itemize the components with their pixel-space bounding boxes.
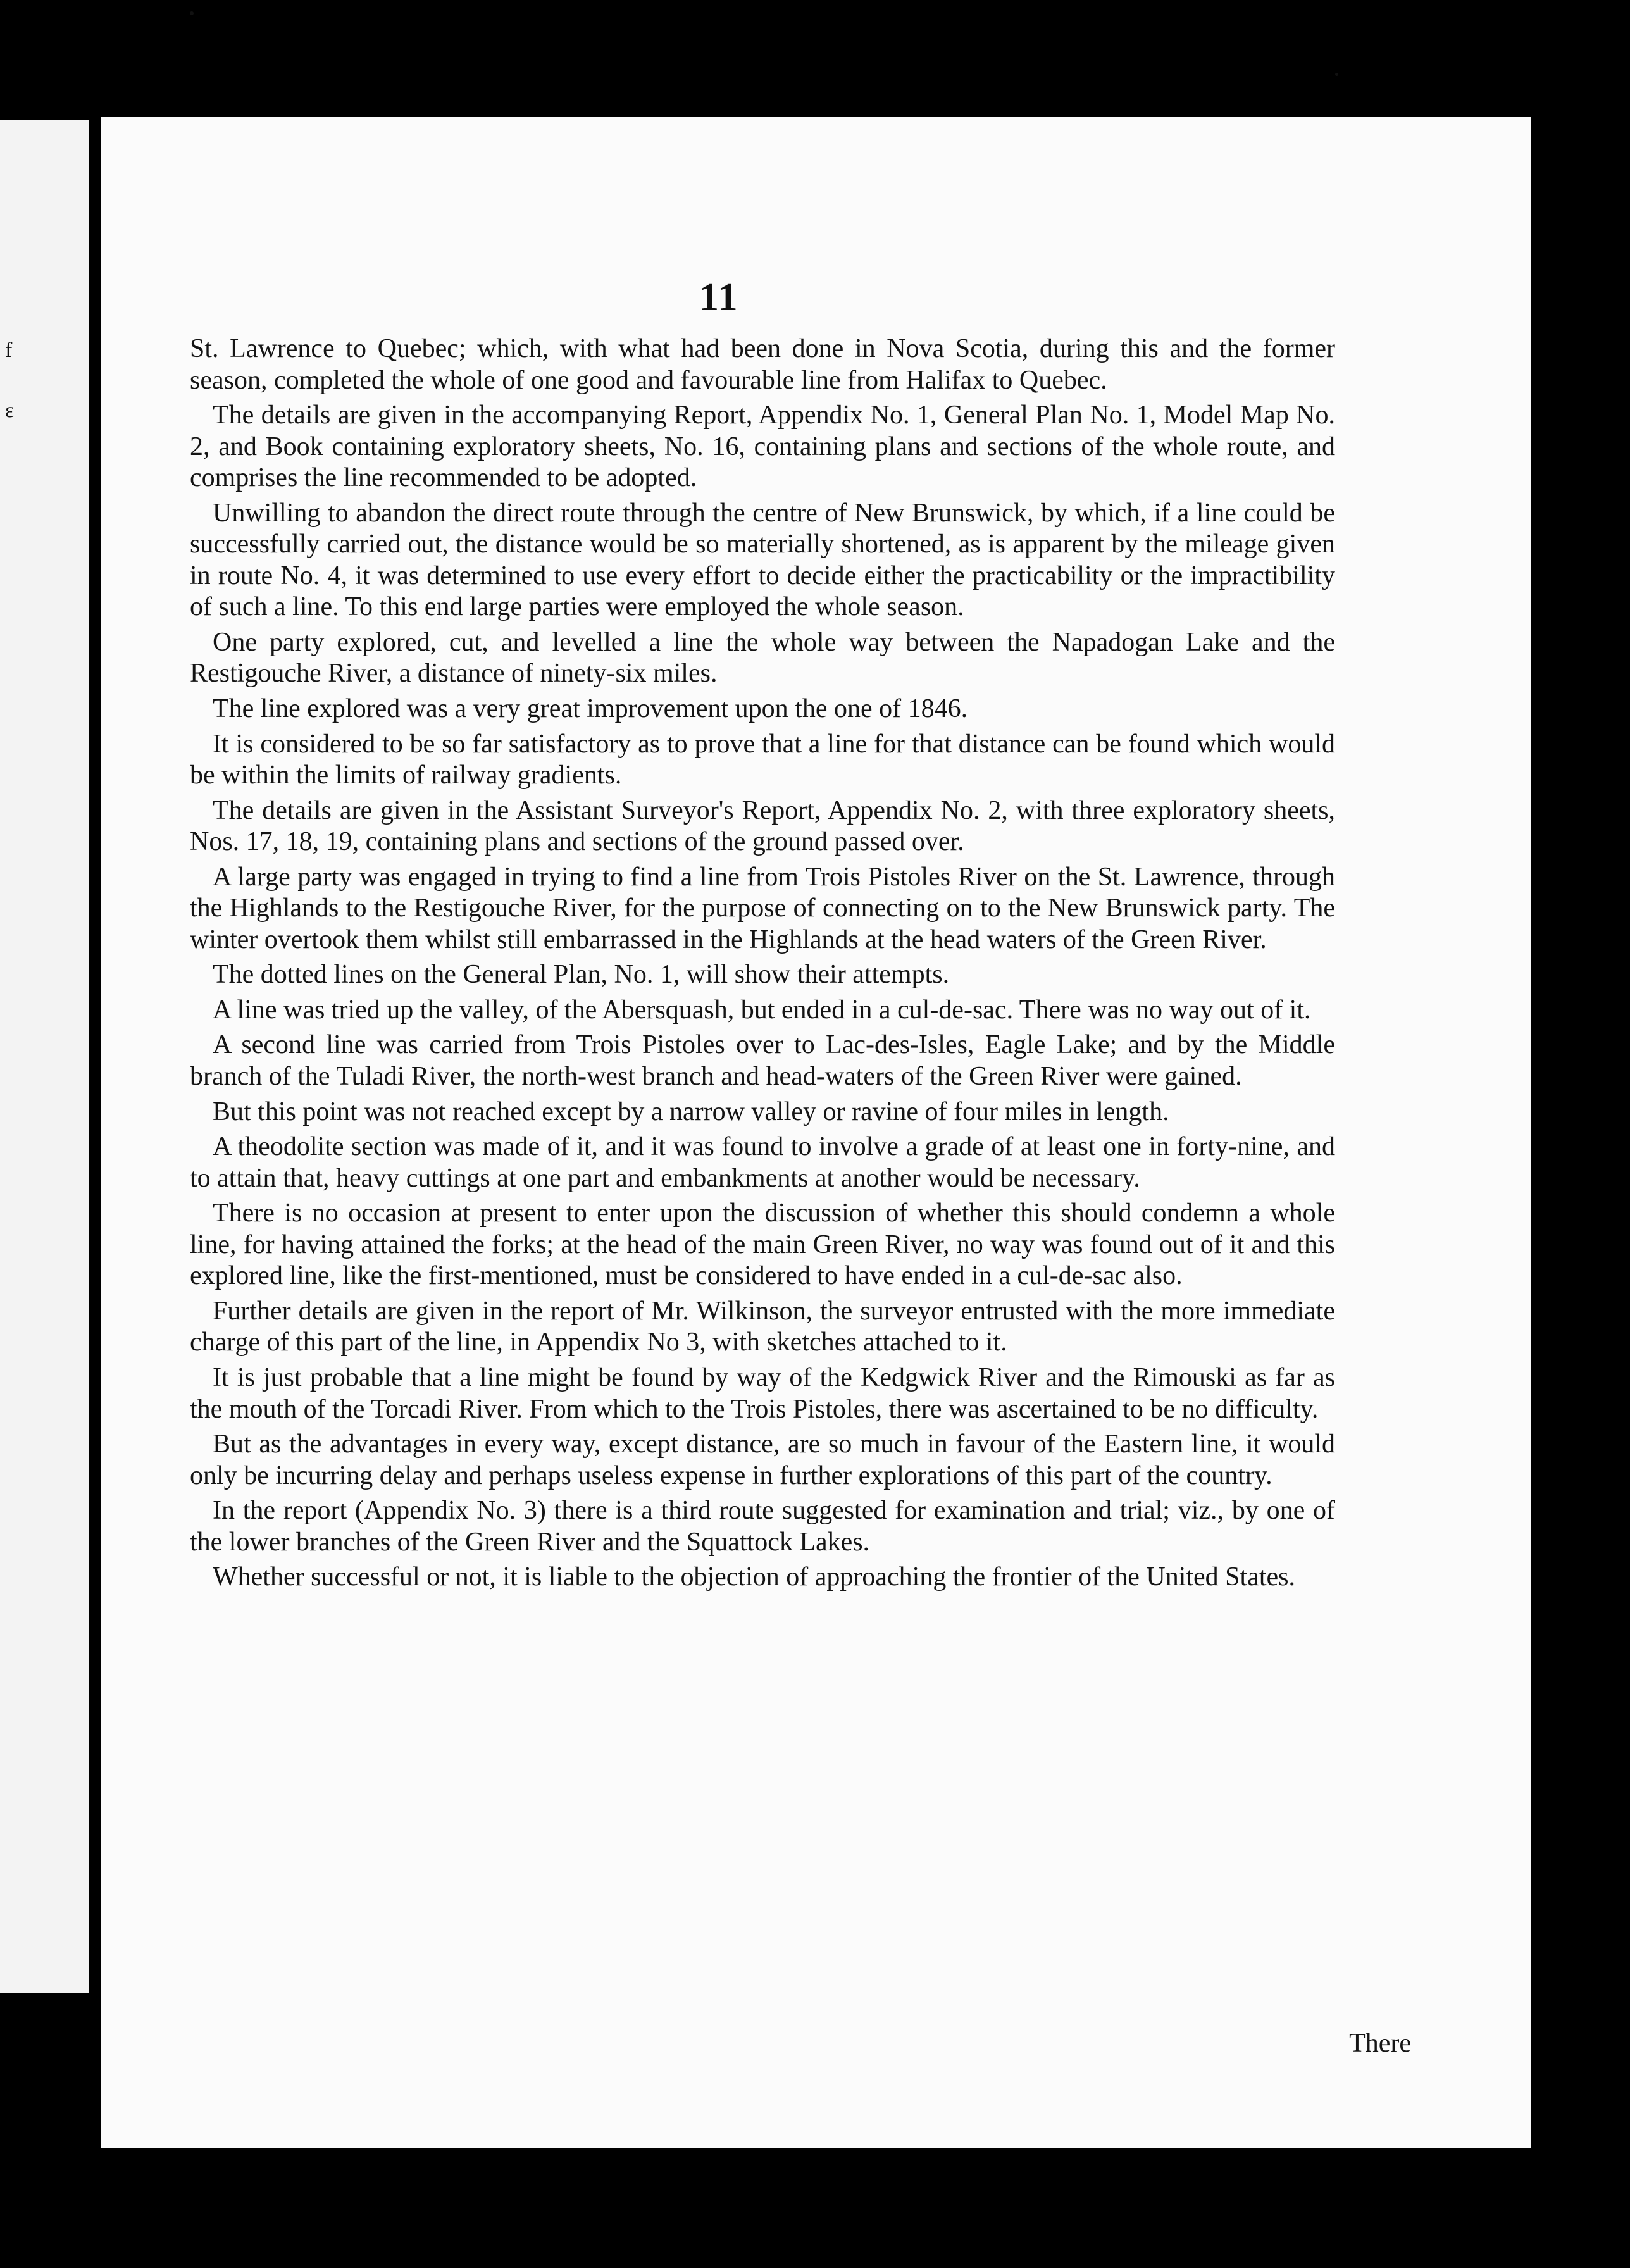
paragraph: In the report (Appendix No. 3) there is a third route suggested for examination and trial; viz., by one of the lower branches of the Green River and the Squattock Lakes. bbox=[190, 1496, 1335, 1557]
body-text bbox=[190, 333, 1335, 1593]
paragraph: A theodolite section was made of it, and it was found to involve a grade of at least one in forty-nine, and to attain that, heavy cuttings at one part and embankments at another would be necessary. bbox=[190, 1132, 1335, 1193]
scan-speck bbox=[190, 11, 194, 15]
paragraph: There is no occasion at present to enter upon the discussion of whether this should condemn a whole line, for having attained the forks; at the head of the main Green River, no way was found out of it and this explored line, like the first-mentioned, must be considered to have ended in a cul-de-sac also. bbox=[190, 1199, 1335, 1291]
paragraph: It is just probable that a line might be found by way of the Kedgwick River and the Rimouski as far as the mouth of the Torcadi River. From which to the Trois Pistoles, there was ascertained to be no difficulty. bbox=[190, 1362, 1335, 1424]
paragraph: The details are given in the Assistant Surveyor's Report, Appendix No. 2, with three exploratory sheets, Nos. 17, 18, 19, containing plans and sections of the ground passed over. bbox=[190, 795, 1335, 857]
left-page-edge bbox=[0, 120, 89, 1993]
paragraph: The dotted lines on the General Plan, No. 1, will show their attempts. bbox=[213, 960, 950, 990]
paragraph: Whether successful or not, it is liable to the objection of approaching the frontier of the United States. bbox=[213, 1562, 1296, 1592]
paragraph: Unwilling to abandon the direct route through the centre of New Brunswick, by which, if a line could be successfully carried out, the distance would be so materially shortened, as is apparent by the mileage given in route No. 4, it was determined to use every effort to decide either the practicability or the impractibility of such a line. To this end large parties were employed the whole season. bbox=[190, 498, 1335, 622]
paragraph: The line explored was a very great improvement upon the one of 1846. bbox=[213, 694, 968, 724]
paragraph: But this point was not reached except by a narrow valley or ravine of four miles in length. bbox=[213, 1097, 1169, 1126]
paragraph: A second line was carried from Trois Pistoles over to Lac-des-Isles, Eagle Lake; and by the Middle branch of the Tuladi River, the north-west branch and head-waters of the Green River were gained. bbox=[190, 1030, 1335, 1092]
paragraph: St. Lawrence to Quebec; which, with what had been done in Nova Scotia, during this and the former season, completed the whole of one good and favourable line from Halifax to Quebec. bbox=[190, 334, 1335, 395]
margin-mark: f bbox=[5, 339, 13, 362]
catchword: There bbox=[1349, 2029, 1411, 2058]
paragraph: One party explored, cut, and levelled a line the whole way between the Napadogan Lake and the Restigouche River, a distance of ninety-six miles. bbox=[190, 627, 1335, 688]
document-page bbox=[101, 117, 1531, 2148]
paragraph: It is considered to be so far satisfactory as to prove that a line for that distance can be found which would be within the limits of railway gradients. bbox=[190, 729, 1335, 790]
paragraph: Further details are given in the report of Mr. Wilkinson, the surveyor entrusted with the more immediate charge of this part of the line, in Appendix No 3, with sketches attached to it. bbox=[190, 1296, 1335, 1357]
margin-mark: ε bbox=[5, 399, 15, 422]
paragraph: A large party was engaged in trying to find a line from Trois Pistoles River on the St. Lawrence, through the Highlands to the Restigouche River, for the purpose of connecting on to the New Brunswick party. The winter overtook them whilst still embarrassed in the Highlands at the head waters of the Green River. bbox=[190, 862, 1335, 954]
scan-speck bbox=[1335, 73, 1338, 76]
paragraph: But as the advantages in every way, except distance, are so much in favour of the Eastern line, it would only be incurring delay and perhaps useless expense in further explorations of this part of the country. bbox=[190, 1430, 1335, 1490]
paragraph: A line was tried up the valley, of the Abersquash, but ended in a cul-de-sac. There was no way out of it. bbox=[213, 995, 1311, 1025]
page-number: 11 bbox=[699, 276, 739, 319]
paragraph: The details are given in the accompanying Report, Appendix No. 1, General Plan No. 1, Model Map No. 2, and Book containing exploratory sheets, No. 16, containing plans and sections of the whole route, and comprises the line recommended to be adopted. bbox=[190, 401, 1335, 493]
